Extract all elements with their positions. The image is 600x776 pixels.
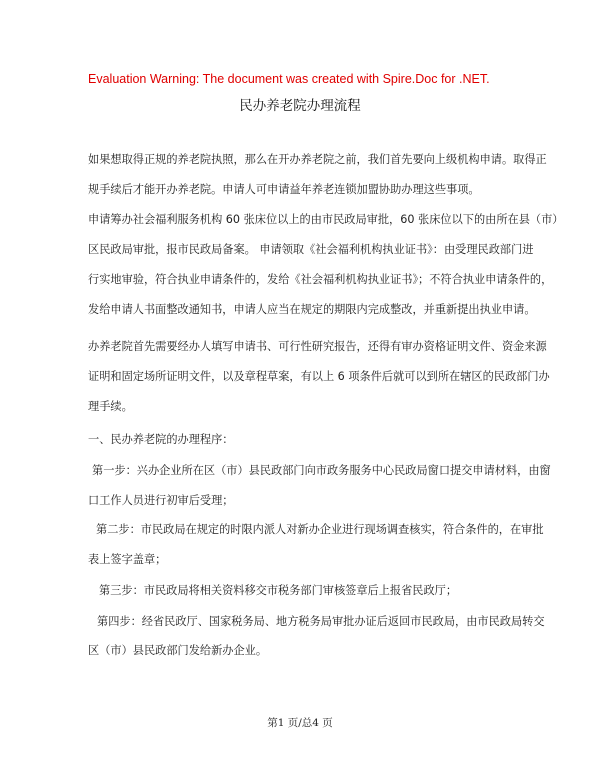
step-line: 第四步：经省民政厅、国家税务局、地方税务局审批办证后返回市民政局，由市民政局转交 <box>97 615 545 628</box>
step-line: 第一步：兴办企业所在区（市）县民政部门向市政务服务中心民政局窗口提交申请材料，由窗 <box>92 464 551 477</box>
section-heading: 一、民办养老院的办理程序： <box>88 433 234 446</box>
step-line: 区（市）县民政部门发给新办企业。 <box>88 644 268 657</box>
paragraph-line: 理手续。 <box>88 400 133 413</box>
step-line: 第二步：市民政局在规定的时限内派人对新办企业进行现场调查核实，符合条件的，在审批 <box>96 523 544 536</box>
step-line: 口工作人员进行初审后受理； <box>88 494 234 507</box>
document-title: 民办养老院办理流程 <box>239 98 361 114</box>
page-number: 第1 页/总4 页 <box>267 717 333 729</box>
paragraph-line: 发给申请人书面整改通知书，申请人应当在规定的期限内完成整改，并重新提出执业申请。 <box>88 303 536 316</box>
step-line: 第三步：市民政局将相关资料移交市税务部门审核签章后上报省民政厅； <box>99 584 458 597</box>
paragraph-line: 证明和固定场所证明文件，以及章程草案，有以上 6 项条件后就可以到所在辖区的民政部门办 <box>88 370 550 383</box>
evaluation-warning: Evaluation Warning: The document was created with Spire.Doc for .NET. <box>88 72 490 86</box>
paragraph-line: 规手续后才能开办养老院。申请人可申请益年养老连锁加盟协助办理这些事项。 <box>88 183 480 196</box>
paragraph-line: 区民政局审批，报市民政局备案。 申请领取《社会福利机构执业证书》：由受理民政部门进 <box>88 243 534 256</box>
paragraph-line: 办养老院首先需要经办人填写申请书、可行性研究报告，还得有审办资格证明文件、资金来源 <box>88 340 547 353</box>
paragraph-line: 行实地审验，符合执业申请条件的，发给《社会福利机构执业证书》；不符合执业申请条件的， <box>88 273 553 286</box>
step-line: 表上签字盖章； <box>88 553 167 566</box>
paragraph-line: 申请筹办社会福利服务机构 60 张床位以上的由市民政局审批，60 张床位以下的由所在县（市） <box>88 213 564 226</box>
paragraph-line: 如果想取得正规的养老院执照，那么在开办养老院之前，我们首先要向上级机构申请。取得正 <box>88 153 547 166</box>
